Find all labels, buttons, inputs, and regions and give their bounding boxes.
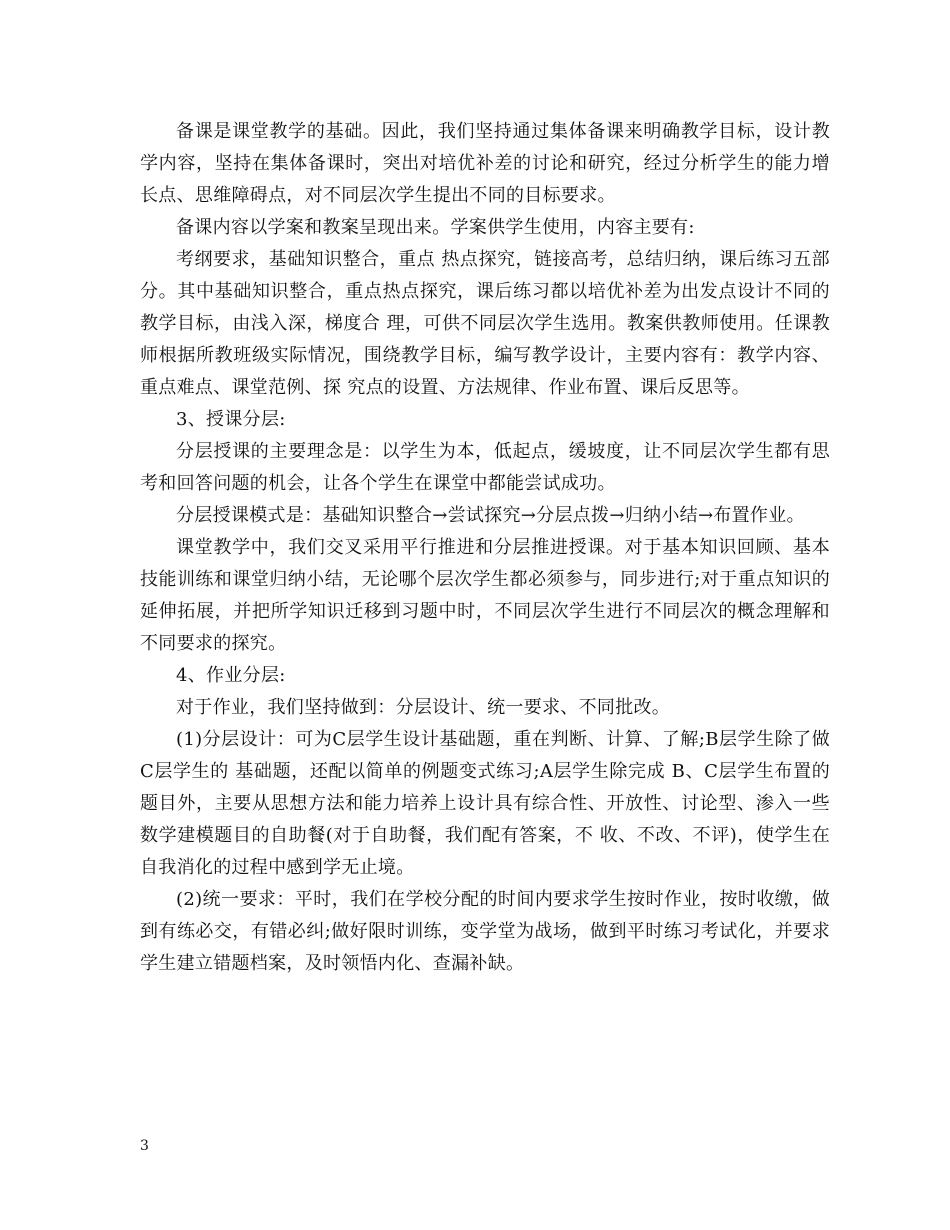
paragraph-lesson-content: 备课内容以学案和教案呈现出来。学案供学生使用，内容主要有: bbox=[176, 217, 695, 238]
paragraph-lesson-prep: 备课是课堂教学的基础。因此，我们坚持通过集体备课来明确教学目标，设计教学内容，坚持在集体备课时，突出对培优补差的讨论和研究，经过分析学生的能力增长点、思维障碍点，对不同层次学生提出不同的目标要求。 bbox=[140, 121, 830, 206]
paragraph-unified-requirements: (2)统一要求：平时，我们在学校分配的时间内要求学生按时作业，按时收缴，做到有练必交，有错必纠;做好限时训练，变学堂为战场，做到平时练习考试化，并要求学生建立错题档案，及时领悟内化、查漏补缺。 bbox=[140, 889, 830, 974]
paragraph-study-plan-parts: 考纲要求，基础知识整合，重点 热点探究，链接高考，总结归纳，课后练习五部分。其中基础知识整合，重点热点探究，课后练习都以培优补差为出发点设计不同的教学目标，由浅入深，梯度合 理，可供不同层次学生选用。教案供教师使用。任课教师根据所教班级实际情况，围绕教学目标，编写教学设计，主要内容有：教学内容、重点难点、课堂范例、探 究点的设置、方法规律、作业布置、课后反思等。 bbox=[140, 249, 830, 398]
paragraph-teaching-philosophy: 分层授课的主要理念是：以学生为本，低起点，缓坡度，让不同层次学生都有思考和回答问题的机会，让各个学生在课堂中都能尝试成功。 bbox=[140, 441, 830, 494]
paragraph-classroom-teaching: 课堂教学中，我们交叉采用平行推进和分层推进授课。对于基本知识回顾、基本技能训练和课堂归纳小结，无论哪个层次学生都必须参与，同步进行;对于重点知识的延伸拓展，并把所学知识迁移到习题中时，不同层次学生进行不同层次的概念理解和不同要求的探究。 bbox=[140, 537, 830, 654]
heading-teaching-layers: 3、授课分层: bbox=[176, 409, 286, 430]
paragraph-homework-principles: 对于作业，我们坚持做到：分层设计、统一要求、不同批改。 bbox=[176, 697, 671, 718]
heading-homework-layers: 4、作业分层: bbox=[176, 665, 286, 686]
paragraph-teaching-mode: 分层授课模式是：基础知识整合→尝试探究→分层点拨→归纳小结→布置作业。 bbox=[176, 505, 805, 526]
page-number: 3 bbox=[140, 1138, 149, 1154]
document-body bbox=[140, 116, 830, 980]
paragraph-layered-design: (1)分层设计：可为C层学生设计基础题，重在判断、计算、了解;B层学生除了做C层学生的 基础题，还配以简单的例题变式练习;A层学生除完成 B、C层学生布置的题目外，主要从思想方法和能力培养上设计具有综合性、开放性、讨论型、渗入一些数学建模题目的自助餐(对于自助餐，我们配有答案，不 收、不改、不评)，使学生在自我消化的过程中感到学无止境。 bbox=[140, 729, 830, 878]
